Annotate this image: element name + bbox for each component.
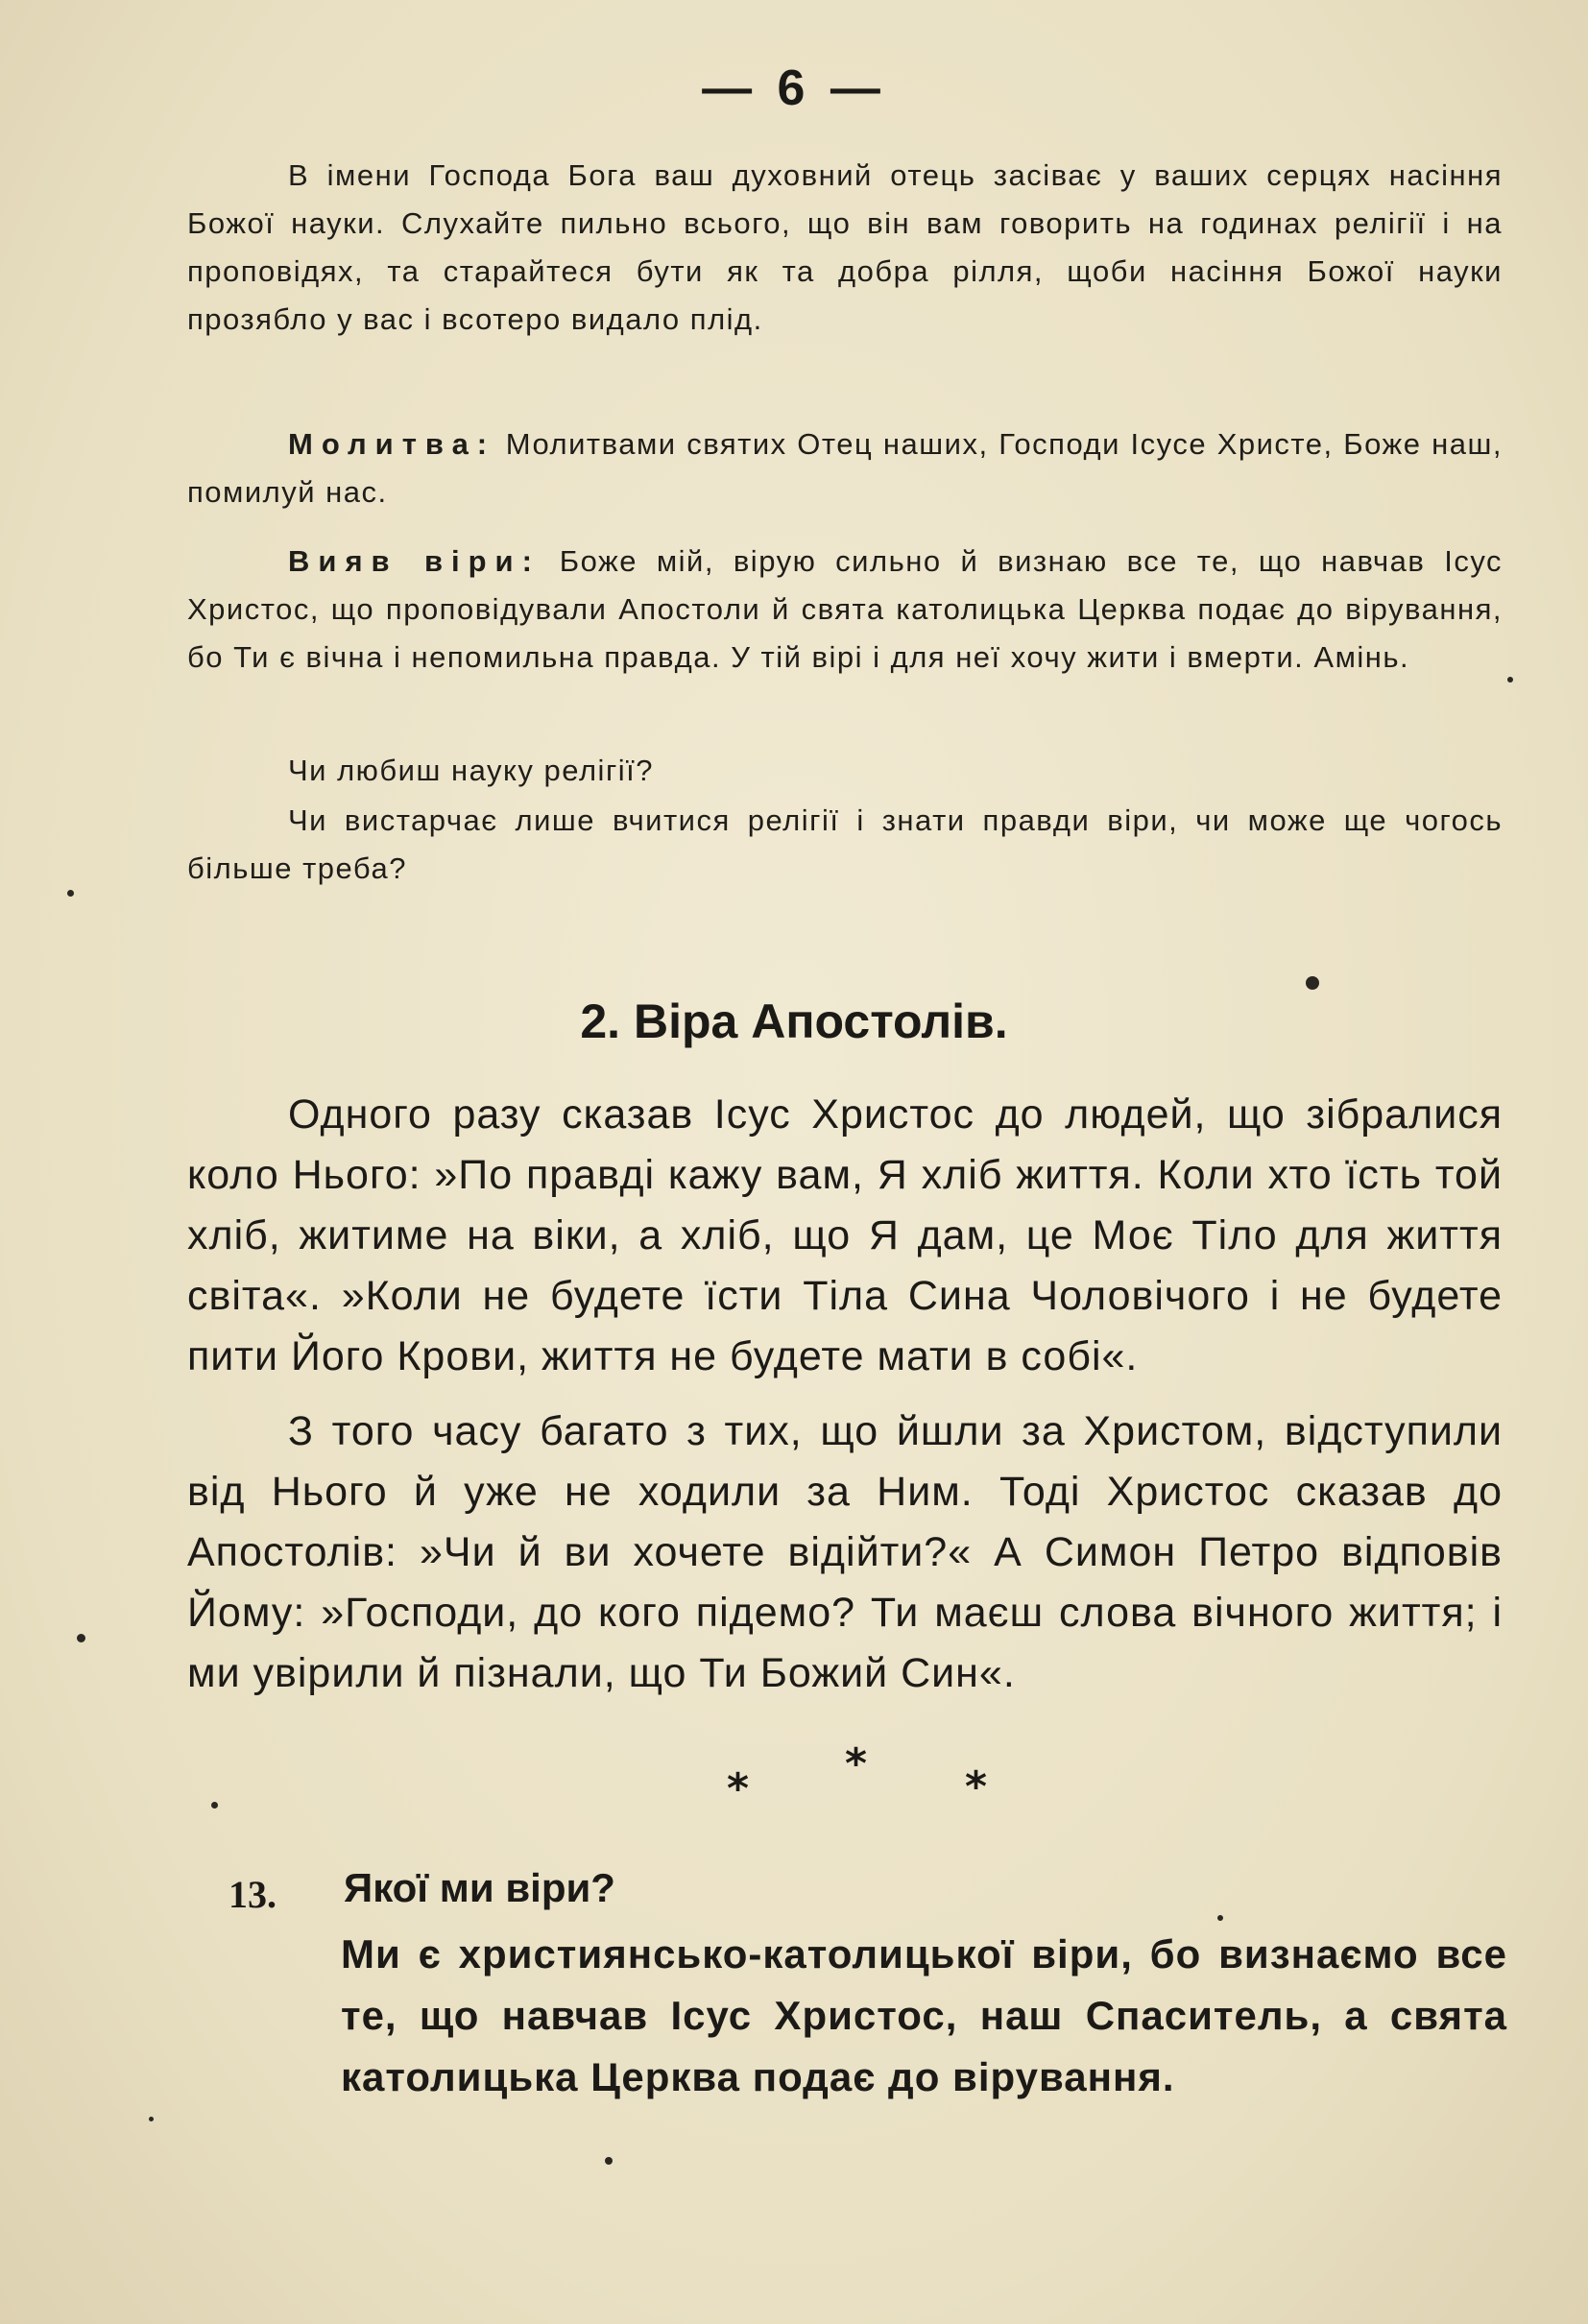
- ink-speck: [1217, 1915, 1223, 1921]
- section-title: 2. Віра Апостолів.: [580, 994, 1008, 1048]
- intro-paragraph: В імени Господа Бога ваш духовний отець засіває у ваших серцях насіння Божої науки. Слухайте пильно всього, що він вам говорить на годинах релігії і на проповідях, та старайтеся бути як та добра рілля, щоби насіння Божої науки прозябло у вас і всотеро видало плід.: [187, 158, 1503, 336]
- section-separator: [0, 1739, 1588, 1841]
- ink-speck: [67, 890, 74, 897]
- review-question-2: Чи вистарчає лише вчитися релігії і знати правди віри, чи може ще чогось більше треба?: [187, 803, 1503, 885]
- qa-question: Якої ми віри?: [344, 1865, 615, 1910]
- separator-star: *: [965, 1762, 988, 1811]
- page-number: — 6 —: [702, 60, 886, 116]
- ink-speck: [211, 1802, 218, 1809]
- prayer-text: Молитвами святих Отец наших, Господи Ісусе Христе, Боже наш, помилуй нас.: [187, 427, 1503, 509]
- section-paragraph-1: Одного разу сказав Ісус Христос до людей, що зібралися коло Нього: »По правді кажу вам, Я хліб життя. Коли хто їсть той хліб, житиме на віки, а хліб, що Я дам, це Моє Тіло для життя світа«. »Коли не будете їсти Тіла Сина Чоловічого і не будете пити Його Крови, життя не будете мати в собі«.: [187, 1091, 1503, 1379]
- section-paragraph-2: З того часу багато з тих, що йшли за Христом, відступили від Нього й уже не ходили за Ним. Тоді Христос сказав до Апостолів: »Чи й ви хочете відійти?« А Симон Петро відповів Йому: »Господи, до кого підемо? Ти маєш слова вічного життя; і ми увірили й пізнали, що Ти Божий Син«.: [187, 1408, 1503, 1696]
- prayer-label: Молитва:: [288, 427, 496, 461]
- qa-number: 13.: [229, 1873, 277, 1916]
- review-question-1: Чи любиш науку релігії?: [288, 754, 654, 787]
- faith-paragraph: [187, 538, 1503, 682]
- ink-speck: [605, 2157, 613, 2165]
- faith-label: Вияв віри:: [288, 544, 541, 578]
- ink-speck: [1306, 976, 1319, 990]
- ink-speck: [149, 2117, 154, 2121]
- faith-text: Боже мій, вірую сильно й визнаю все те, що навчав Ісус Христос, що проповідували Апостоли й свята католицька Церква подає до вірування, бо Ти є вічна і непомильна правда. У тій вірі і для неї хочу жити і вмерти. Амінь.: [187, 544, 1503, 674]
- ink-speck: [77, 1634, 85, 1642]
- qa-answer: Ми є християнсько-католицької віри, бо визнаємо все те, що навчав Ісус Христос, наш Спаситель, а свята католицька Церква подає до вірування.: [341, 1931, 1507, 2099]
- separator-star: *: [845, 1739, 868, 1788]
- prayer-paragraph: [187, 420, 1503, 516]
- ink-speck: [1507, 677, 1513, 683]
- separator-star: *: [727, 1764, 750, 1813]
